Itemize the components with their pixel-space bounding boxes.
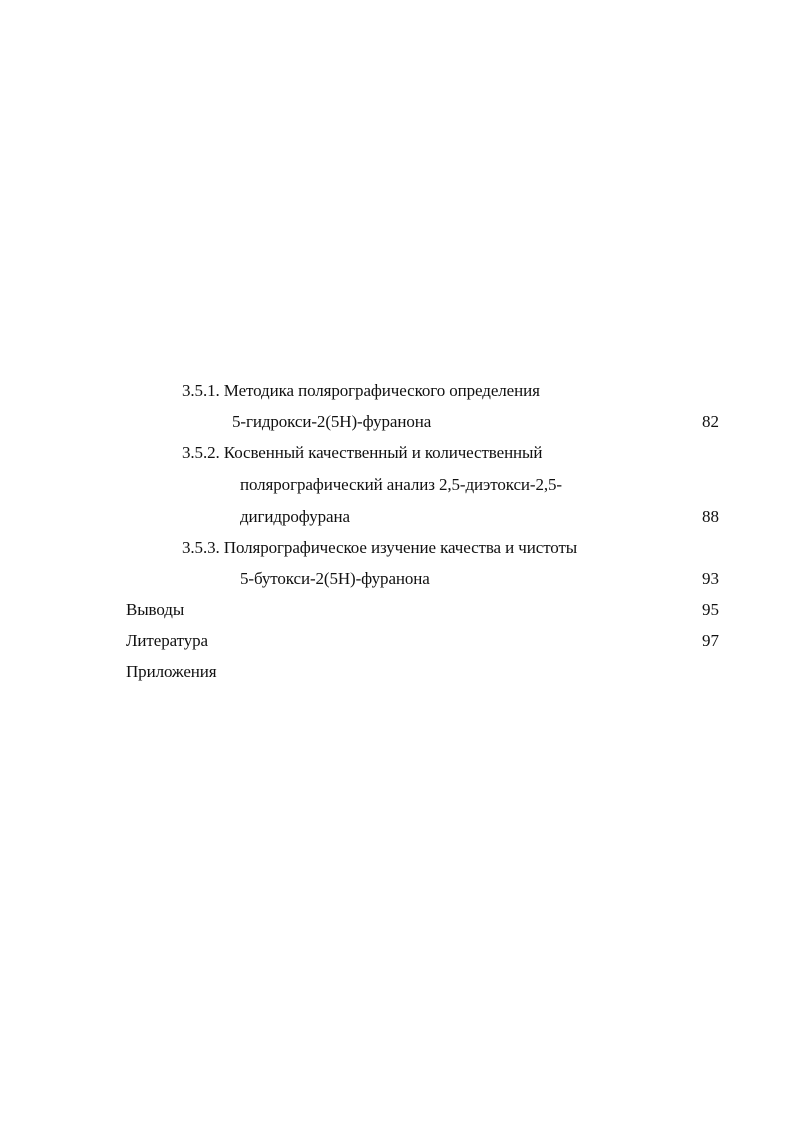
toc-entry-3-5-3-page: 93 [702, 569, 719, 588]
toc-entry-appendices: Приложения [126, 662, 217, 681]
toc-entry-3-5-2-line-3: дигидрофурана [240, 507, 350, 526]
toc-entry-3-5-3-line-1: 3.5.3. Полярографическое изучение качества и чистоты [182, 538, 578, 557]
toc-entry-3-5-3-line-2: 5-бутокси-2(5Н)-фуранона [240, 569, 430, 588]
toc-entry-conclusions: Выводы [126, 600, 185, 619]
toc-entry-3-5-1-line-2: 5-гидрокси-2(5Н)-фуранона [232, 412, 432, 431]
toc-entry-conclusions-page: 95 [702, 600, 719, 619]
toc-entry-3-5-2-page: 88 [702, 507, 719, 526]
toc-entry-references: Литература [126, 631, 208, 650]
toc-entry-3-5-2-line-1: 3.5.2. Косвенный качественный и количественный [182, 443, 543, 462]
toc-entry-3-5-1-line-1: 3.5.1. Методика полярографического определения [182, 381, 540, 400]
toc-entry-3-5-1-page: 82 [702, 412, 719, 431]
toc-entry-references-page: 97 [702, 631, 719, 650]
toc-entry-3-5-2-line-2: полярографический анализ 2,5-диэтокси-2,5- [240, 475, 562, 494]
